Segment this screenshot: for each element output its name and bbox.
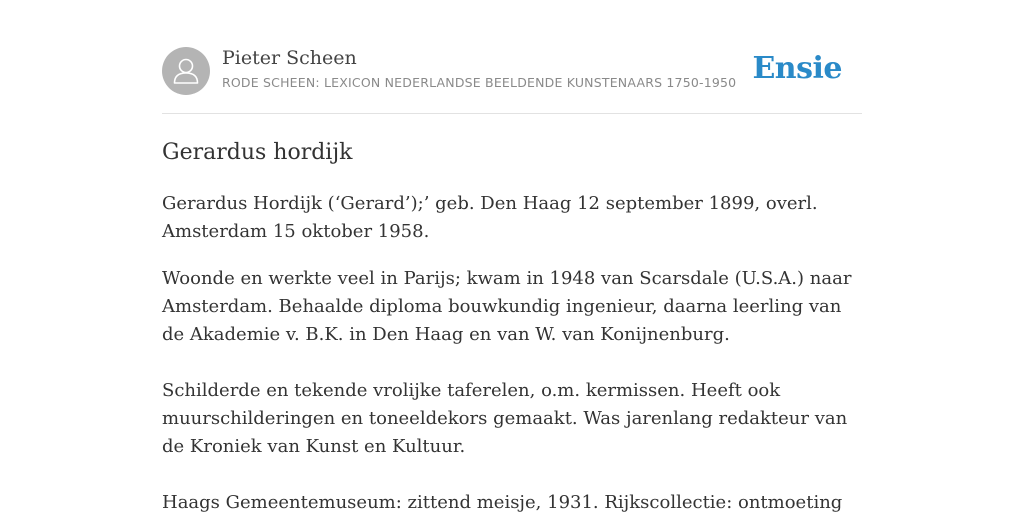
author-avatar[interactable] (162, 47, 210, 95)
author-name[interactable]: Pieter Scheen (222, 47, 357, 69)
article-paragraph: Gerardus Hordijk (‘Gerard’);’ geb. Den Haag 12 september 1899, overl. Amsterdam 15 oktober 1958. (162, 193, 818, 242)
user-silhouette-icon (162, 47, 210, 95)
article-paragraph: Schilderde en tekende vrolijke taferelen, o.m. kermissen. Heeft ook muurschilderingen en toneeldekors gemaakt. Was jarenlang redakteur van de Kroniek van Kunst en Kultuur. (162, 380, 848, 457)
paragraph-spacer (162, 349, 862, 377)
ensie-logo[interactable]: Ensie (752, 51, 842, 86)
article-body (162, 190, 862, 512)
paragraph-spacer (162, 461, 862, 489)
header-divider (162, 113, 862, 114)
article-title: Gerardus hordijk (162, 140, 353, 165)
article-paragraph: Woonde en werkte veel in Parijs; kwam in 1948 van Scarsdale (U.S.A.) naar Amsterdam. Behaalde diploma bouwkundig ingenieur, daarna leerling van de Akademie v. B.K. in Den Haag en van W. van Konijnenburg. (162, 268, 852, 345)
article-header (162, 46, 862, 96)
source-title[interactable]: RODE SCHEEN: LEXICON NEDERLANDSE BEELDENDE KUNSTENAARS 1750-1950 (222, 75, 737, 90)
article-paragraph: Haags Gemeentemuseum: zittend meisje, 1931. Rijkscollectie: ontmoeting (162, 492, 843, 512)
